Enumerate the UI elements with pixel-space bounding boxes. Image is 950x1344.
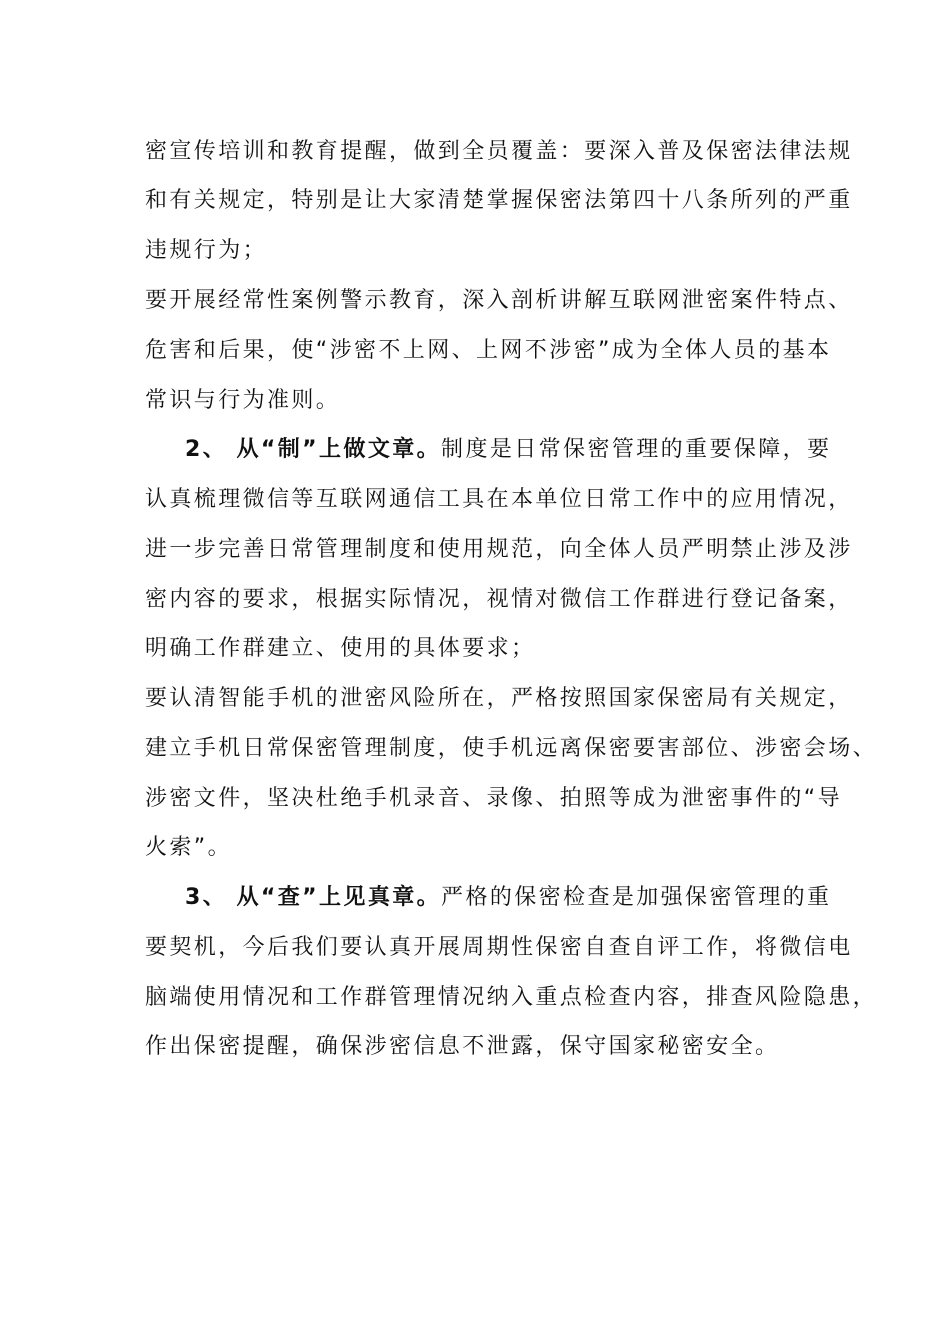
body-line: 密宣传培训和教育提醒，做到全员覆盖：要深入普及保密法律法规 (145, 139, 853, 164)
body-line: 和有关规定，特别是让大家清楚掌握保密法第四十八条所列的严重 (145, 188, 853, 213)
body-line: 常识与行为准则。 (145, 388, 341, 413)
body-line: 密内容的要求，根据实际情况，视情对微信工作群进行登记备案， (145, 587, 853, 612)
body-line: 作出保密提醒，确保涉密信息不泄露，保守国家秘密安全。 (145, 1034, 780, 1059)
body-line: 明确工作群建立、使用的具体要求； (145, 636, 536, 661)
section-number: 2、 (185, 437, 228, 462)
section-number: 3、 (185, 885, 228, 910)
body-line: 火索”。 (145, 835, 232, 860)
section-heading-line (185, 435, 831, 465)
section-heading-line (185, 883, 831, 913)
body-line: 进一步完善日常管理制度和使用规范，向全体人员严明禁止涉及涉 (145, 537, 853, 562)
body-line: 要认清智能手机的泄密风险所在，严格按照国家保密局有关规定， (145, 686, 853, 711)
body-line: 要开展经常性案例警示教育，深入剖析讲解互联网泄密案件特点、 (145, 288, 853, 313)
body-line: 违规行为； (145, 238, 268, 263)
body-line: 涉密文件，坚决杜绝手机录音、录像、拍照等成为泄密事件的“导 (145, 786, 842, 811)
section-heading: 从“制”上做文章。 (236, 437, 442, 462)
body-line: 脑端使用情况和工作群管理情况纳入重点检查内容，排查风险隐患， (145, 985, 878, 1010)
body-line: 建立手机日常保密管理制度，使手机远离保密要害部位、涉密会场、 (145, 736, 878, 761)
section-lead-text: 严格的保密检查是加强保密管理的重 (441, 885, 832, 910)
section-lead-text: 制度是日常保密管理的重要保障，要 (441, 437, 832, 462)
body-line: 要契机，今后我们要认真开展周期性保密自查自评工作，将微信电 (145, 935, 853, 960)
body-line: 危害和后果，使“涉密不上网、上网不涉密”成为全体人员的基本 (145, 338, 832, 363)
body-line: 认真梳理微信等互联网通信工具在本单位日常工作中的应用情况， (145, 487, 853, 512)
section-heading: 从“查”上见真章。 (236, 885, 442, 910)
